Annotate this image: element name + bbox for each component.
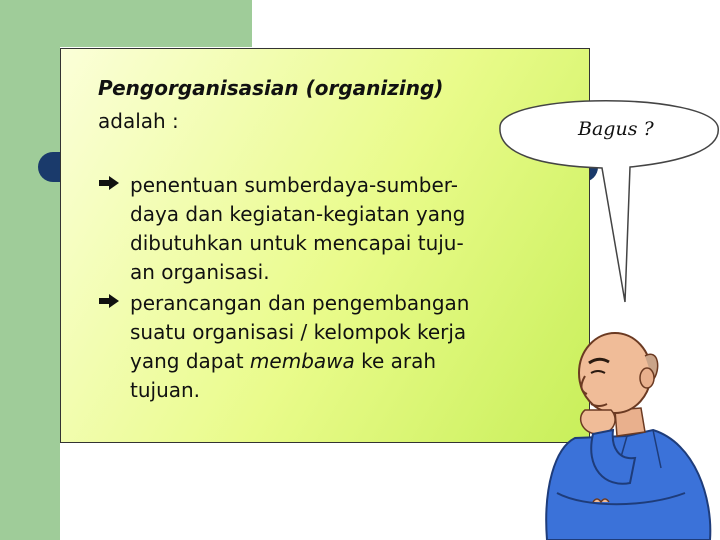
bullet-1-line-4: an organisasi. [130, 260, 270, 284]
bullet-2-line-3 [130, 347, 588, 376]
bullet-1-line-3: dibutuhkan untuk mencapai tuju- [130, 231, 464, 255]
bullet-2-line-3b: ke arah [354, 349, 437, 373]
bullet-1-line-2: daya dan kegiatan-kegiatan yang [130, 202, 466, 226]
bullet-2-emphasis: membawa [249, 349, 355, 373]
slide-title: Pengorganisasian (organizing) [98, 76, 444, 100]
bullet-2-line-1: perancangan dan pengembangan [130, 291, 470, 315]
bullet-2-line-4: tujuan. [130, 378, 201, 402]
speech-bubble [490, 82, 720, 307]
bullet-1-line-1: penentuan sumberdaya-sumber- [130, 173, 458, 197]
bullet-2-line-2: suatu organisasi / kelompok kerja [130, 320, 467, 344]
slide-subtitle: adalah : [98, 109, 179, 133]
bullet-2-line-3a: yang dapat [130, 349, 250, 373]
top-green-band [60, 0, 252, 47]
speech-bubble-text: Bagus ? [578, 118, 654, 140]
thinking-man-illustration [535, 318, 720, 540]
right-arrow-icon [98, 175, 120, 191]
left-green-band [0, 0, 60, 540]
right-arrow-icon [98, 293, 120, 309]
